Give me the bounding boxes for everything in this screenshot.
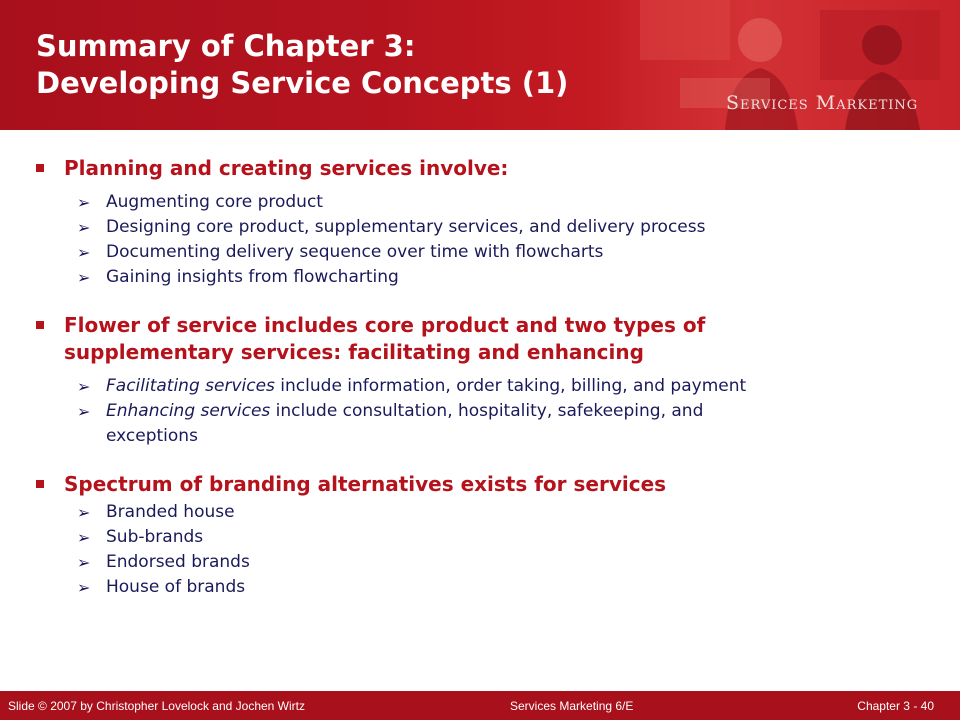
slide-header	[0, 0, 960, 130]
list-item	[36, 575, 936, 600]
list-item-italic-term: Enhancing services	[106, 401, 271, 421]
footer-copyright: Slide © 2007 by Christopher Lovelock and Jochen Wirtz	[8, 699, 305, 713]
list-item	[36, 265, 936, 290]
main-bullet-text-line2: supplementary services: facilitating and enhancing	[64, 340, 644, 364]
list-item-italic-term: Facilitating services	[106, 376, 275, 396]
arrow-bullet-icon: ➢	[77, 377, 91, 396]
section-flower-of-service	[36, 312, 936, 449]
main-bullet-text: Spectrum of branding alternatives exists for services	[64, 472, 667, 496]
arrow-bullet-icon: ➢	[77, 528, 91, 547]
sub-list-planning	[36, 190, 936, 290]
list-item-text: Augmenting core product	[106, 192, 323, 212]
list-item-text: Endorsed brands	[106, 552, 250, 572]
section-branding	[36, 471, 936, 600]
footer-slide-number: Chapter 3 - 40	[857, 699, 934, 713]
list-item-text-continued: exceptions	[106, 426, 198, 446]
main-bullet-branding	[36, 471, 936, 498]
arrow-bullet-icon: ➢	[77, 402, 91, 421]
list-item	[36, 399, 936, 449]
list-item-text: Designing core product, supplementary services, and delivery process	[106, 217, 706, 237]
arrow-bullet-icon: ➢	[77, 578, 91, 597]
slide-title-line2: Developing Service Concepts (1)	[36, 66, 569, 100]
arrow-bullet-icon: ➢	[77, 243, 91, 262]
arrow-bullet-icon: ➢	[77, 218, 91, 237]
main-bullet-flower	[36, 312, 936, 366]
slide-title	[36, 28, 636, 102]
main-bullet-text-line1: Flower of service includes core product and two types of	[64, 313, 706, 337]
list-item-text: House of brands	[106, 577, 246, 597]
list-item	[36, 240, 936, 265]
arrow-bullet-icon: ➢	[77, 193, 91, 212]
list-item-text: Branded house	[106, 502, 235, 522]
list-item-text: Documenting delivery sequence over time with flowcharts	[106, 242, 604, 262]
square-bullet-icon	[36, 480, 44, 488]
sub-list-branding	[36, 500, 936, 600]
arrow-bullet-icon: ➢	[77, 268, 91, 287]
sub-list-flower	[36, 374, 936, 449]
section-planning	[36, 155, 936, 290]
slide-title-line1: Summary of Chapter 3:	[36, 29, 416, 63]
services-marketing-logo: Services Marketing	[726, 92, 919, 114]
square-bullet-icon	[36, 164, 44, 172]
list-item-text: include information, order taking, billing, and payment	[274, 376, 747, 396]
list-item	[36, 374, 936, 399]
slide-footer	[0, 691, 960, 720]
list-item	[36, 190, 936, 215]
list-item	[36, 500, 936, 525]
square-bullet-icon	[36, 321, 44, 329]
arrow-bullet-icon: ➢	[77, 553, 91, 572]
main-bullet-planning	[36, 155, 936, 182]
arrow-bullet-icon: ➢	[77, 503, 91, 522]
slide-content	[36, 155, 936, 600]
list-item	[36, 215, 936, 240]
list-item	[36, 550, 936, 575]
main-bullet-text: Planning and creating services involve:	[64, 156, 509, 180]
footer-book-title: Services Marketing 6/E	[510, 699, 634, 713]
list-item-text: include consultation, hospitality, safekeeping, and	[270, 401, 704, 421]
list-item-text: Sub-brands	[106, 527, 204, 547]
list-item-text: Gaining insights from flowcharting	[106, 267, 399, 287]
list-item	[36, 525, 936, 550]
